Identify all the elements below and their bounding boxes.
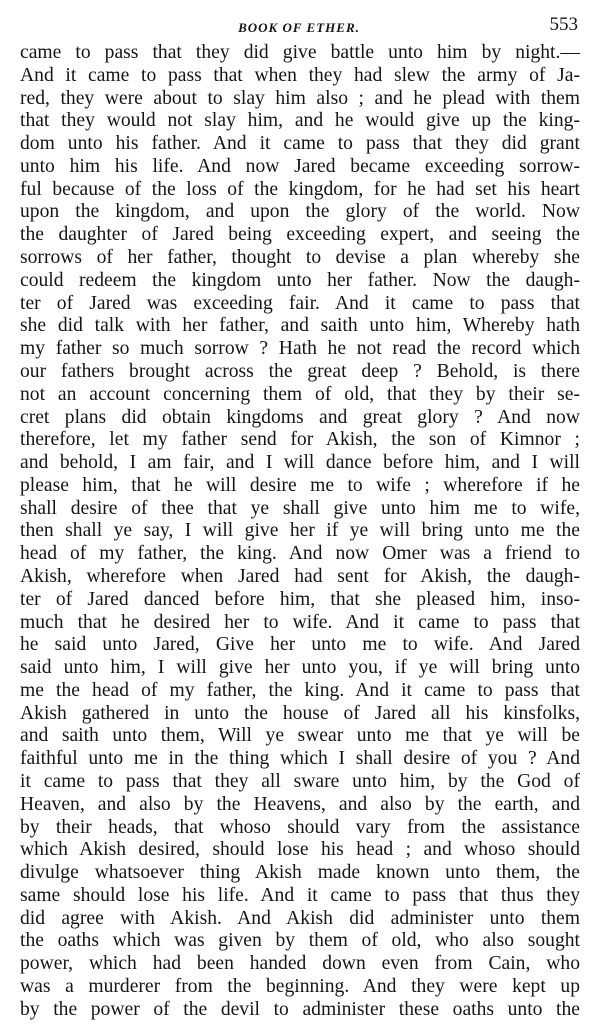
text-line: said unto him, I will give her unto you, if ye will bring unto <box>20 657 580 679</box>
text-line: it came to pass that they all sware unto him, by the God of <box>20 771 580 792</box>
text-line: my father so much sorrow ? Hath he not read the record which <box>20 338 580 360</box>
running-head <box>20 14 578 38</box>
text-line: me the head of my father, the king. And it came to pass that <box>20 679 580 701</box>
text-line: faithful unto me in the thing which I shall desire of you ? And <box>20 748 580 770</box>
text-line: ful because of the loss of the kingdom, for he had set his heart <box>20 178 580 200</box>
text-line: and behold, I am fair, and I will dance before him, and I will <box>20 452 580 474</box>
text-line: could redeem the kingdom unto her father. Now the daugh- <box>20 269 580 291</box>
text-line: dom unto his father. And it came to pass that they did grant <box>20 133 580 155</box>
text-line: unto him his life. And now Jared became exceeding sorrow- <box>20 155 580 177</box>
text-line: that they would not slay him, and he would give up the king- <box>20 110 580 132</box>
text-line: therefore, let my father send for Akish, the son of Kimnor ; <box>20 429 580 451</box>
text-line: by their heads, that whoso should vary from the assistance <box>20 816 580 838</box>
text-line: not an account concerning them of old, that they by their se- <box>20 383 580 405</box>
text-line: the oaths which was given by them of old, who also sought <box>20 930 580 952</box>
text-line: same should lose his life. And it came to pass that thus they <box>20 884 580 906</box>
text-line: And it came to pass that when they had slew the army of Ja- <box>20 64 580 86</box>
text-line: came to pass that they did give battle unto him by night.— <box>20 42 580 63</box>
text-line: shall desire of thee that ye shall give unto him me to wife, <box>20 497 580 519</box>
text-line: cret plans did obtain kingdoms and great glory ? And now <box>20 406 580 428</box>
text-line: then shall ye say, I will give her if ye will bring unto me the <box>20 520 580 542</box>
text-line: she did talk with her father, and saith unto him, Whereby hath <box>20 315 580 337</box>
text-line: the daughter of Jared being exceeding expert, and seeing the <box>20 224 580 246</box>
text-line: Heaven, and also by the Heavens, and also by the earth, and <box>20 793 580 815</box>
text-line: head of my father, the king. And now Omer was a friend to <box>20 543 580 565</box>
text-line: sorrows of her father, thought to devise a plan whereby she <box>20 247 580 269</box>
text-line: ter of Jared was exceeding fair. And it came to pass that <box>20 292 580 314</box>
text-line: red, they were about to slay him also ; and he plead with them <box>20 87 580 109</box>
text-line: Akish, wherefore when Jared had sent for Akish, the daugh- <box>20 565 580 587</box>
text-line: upon the kingdom, and upon the glory of the world. Now <box>20 201 580 223</box>
text-line: power, which had been handed down even from Cain, who <box>20 953 580 975</box>
text-line: which Akish desired, should lose his head ; and whoso should <box>20 839 580 861</box>
text-line: ter of Jared danced before him, that she pleased him, inso- <box>20 588 580 610</box>
page-number: 553 <box>549 14 578 35</box>
text-line: he said unto Jared, Give her unto me to wife. And Jared <box>20 634 580 656</box>
text-line: by the power of the devil to administer these oaths unto the <box>20 998 580 1020</box>
text-line: Akish gathered in unto the house of Jared all his kinsfolks, <box>20 702 580 724</box>
text-line: divulge whatsoever thing Akish made known unto them, the <box>20 862 580 884</box>
body-text <box>20 42 580 1022</box>
text-line: please him, that he will desire me to wife ; wherefore if he <box>20 474 580 496</box>
text-line: was a murderer from the beginning. And they were kept up <box>20 976 580 998</box>
text-line: and saith unto them, Will ye swear unto me that ye will be <box>20 725 580 747</box>
running-title: BOOK OF ETHER. <box>238 20 360 35</box>
text-line: our fathers brought across the great deep ? Behold, is there <box>20 360 580 382</box>
text-line: did agree with Akish. And Akish did administer unto them <box>20 907 580 929</box>
text-line: much that he desired her to wife. And it came to pass that <box>20 611 580 633</box>
